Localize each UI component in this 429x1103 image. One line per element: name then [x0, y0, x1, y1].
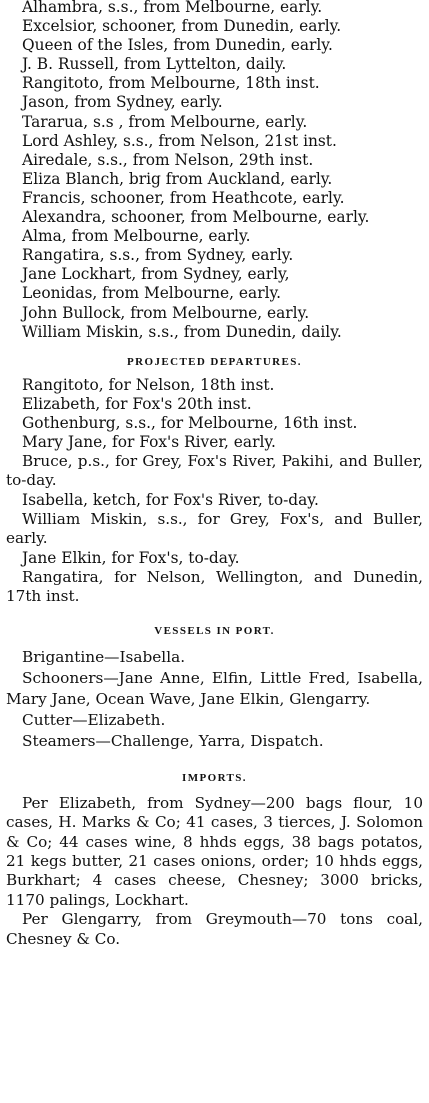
arrival-entry: William Miskin, s.s., from Dunedin, daily.: [22, 322, 342, 341]
vessel-entry: Brigantine—Isabella.: [22, 647, 186, 666]
arrival-entry: Rangatira, s.s., from Sydney, early.: [22, 246, 294, 265]
arrival-entry: Jane Lockhart, from Sydney, early,: [22, 265, 290, 284]
arrival-entry: Rangitoto, from Melbourne, 18th inst.: [22, 74, 320, 93]
imports-section: [6, 768, 423, 949]
departure-entry: Mary Jane, for Fox's River, early.: [22, 432, 276, 451]
vessel-entry: Schooners—Jane Anne, Elfin, Little Fred, Isabella, Mary Jane, Ocean Wave, Jane Elkin, Glengarry.: [6, 668, 423, 708]
departures-section: [6, 352, 423, 607]
departure-entry: Jane Elkin, for Fox's, to-day.: [22, 548, 240, 567]
section-heading: PROJECTED DEPARTURES.: [127, 355, 302, 368]
section-heading: VESSELS IN PORT.: [154, 624, 275, 637]
arrival-entry: Alexandra, schooner, from Melbourne, early.: [22, 208, 370, 227]
arrivals-section: [6, 0, 423, 342]
arrival-entry: Queen of the Isles, from Dunedin, early.: [22, 36, 333, 55]
import-entry: Per Glengarry, from Greymouth—70 tons coal, Chesney & Co.: [6, 910, 423, 948]
departure-entry: Isabella, ketch, for Fox's River, to-day.: [22, 490, 319, 509]
arrival-entry: John Bullock, from Melbourne, early.: [22, 303, 310, 322]
vessel-entry: Steamers—Challenge, Yarra, Dispatch.: [22, 731, 324, 750]
arrival-entry: J. B. Russell, from Lyttelton, daily.: [22, 55, 287, 74]
departure-entry: Bruce, p.s., for Grey, Fox's River, Pakihi, and Buller, to-day.: [6, 452, 423, 490]
arrival-entry: Eliza Blanch, brig from Auckland, early.: [22, 169, 333, 188]
departure-entry: Elizabeth, for Fox's 20th inst.: [22, 394, 252, 413]
section-heading: IMPORTS.: [182, 771, 247, 784]
arrival-entry: Tararua, s.s , from Melbourne, early.: [22, 112, 308, 131]
arrival-entry: Excelsior, schooner, from Dunedin, early.: [22, 17, 342, 36]
arrival-entry: Alhambra, s.s., from Melbourne, early.: [22, 0, 323, 16]
arrival-entry: Leonidas, from Melbourne, early.: [22, 284, 282, 303]
departure-entry: Gothenburg, s.s., for Melbourne, 16th inst.: [22, 413, 358, 432]
arrival-entry: Airedale, s.s., from Nelson, 29th inst.: [22, 150, 314, 169]
departure-entry: Rangatira, for Nelson, Wellington, and Dunedin, 17th inst.: [6, 567, 423, 606]
arrival-entry: Francis, schooner, from Heathcote, early.: [22, 188, 345, 207]
arrival-entry: Jason, from Sydney, early.: [22, 93, 223, 112]
vessel-entry: Cutter—Elizabeth.: [22, 710, 166, 729]
arrival-entry: Lord Ashley, s.s., from Nelson, 21st inst.: [22, 131, 337, 150]
import-entry: Per Elizabeth, from Sydney—200 bags flour, 10 cases, H. Marks & Co; 41 cases, 3 tierces, J. Solomon & Co; 44 cases wine, 8 hhds eggs, 38 bags potatos, 21 kegs butter, 21 cases onions, order; 10 hhds eggs, Burkhart; 4 cases cheese, Chesney; 3000 bricks, 1170 palings, Lockhart.: [6, 793, 423, 909]
departure-entry: Rangitoto, for Nelson, 18th inst.: [22, 375, 275, 394]
vessels-section: [6, 621, 423, 752]
arrival-entry: Alma, from Melbourne, early.: [22, 227, 251, 246]
departure-entry: William Miskin, s.s., for Grey, Fox's, and Buller, early.: [6, 509, 423, 548]
